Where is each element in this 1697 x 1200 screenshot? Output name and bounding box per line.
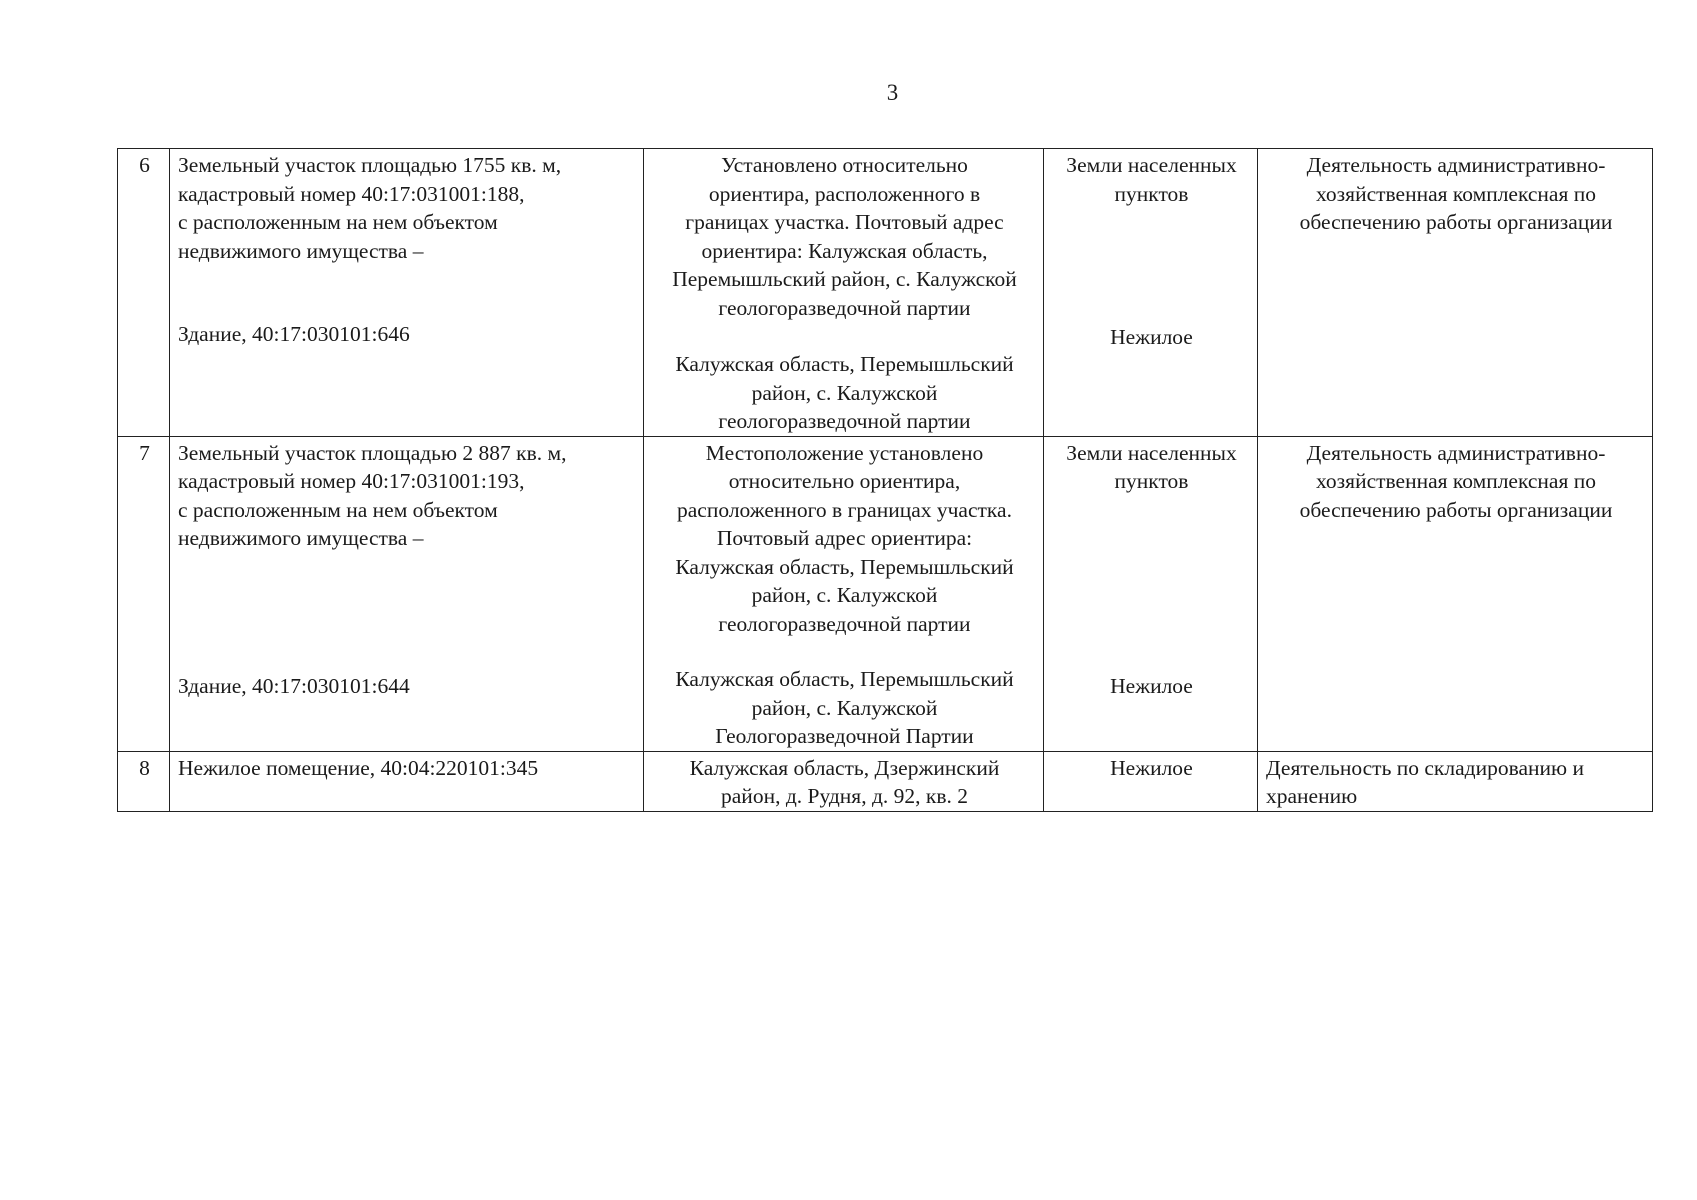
building-category: Нежилое [1110,325,1193,349]
category-line: пунктов [1114,469,1189,493]
address-cell [644,149,1044,437]
category-cell [1044,436,1258,751]
object-line: недвижимого имущества – [178,238,424,263]
category-line: Земли населенных [1066,153,1237,177]
object-line: с расположенным на нем объектом [178,497,498,522]
table-row-7 [118,436,1653,751]
building-object: Здание, 40:17:030101:644 [178,673,410,698]
object-line: с расположенным на нем объектом [178,210,498,234]
address-line: расположенного в границах участка. [677,497,1012,522]
property-table [117,148,1653,812]
page-number: 3 [886,80,899,105]
use-line: Деятельность административно- [1306,440,1606,465]
use-line: Деятельность административно- [1306,153,1606,177]
address-line: геологоразведочной партии [718,295,971,320]
address-line: район, д. Рудня, д. 92, кв. 2 [721,784,968,808]
object-cell [170,436,644,751]
address-line: район, с. Калужской [751,583,938,607]
object-cell [170,149,644,437]
building-address-line: район, с. Калужской [751,695,938,720]
address-cell [644,751,1044,811]
category-cell [1044,751,1258,811]
use-cell [1258,149,1653,437]
use-cell [1258,436,1653,751]
row-number: 7 [118,436,170,751]
use-line: обеспечению работы организации [1299,497,1613,522]
category-line: пунктов [1114,181,1189,206]
address-line: Калужская область, Дзержинский [689,755,1000,780]
address-line: относительно ориентира, [728,469,961,493]
address-line: Калужская область, Перемышльский [675,554,1014,579]
object-line: Нежилое помещение, 40:04:220101:345 [178,755,539,780]
address-line: ориентира: Калужская область, [701,238,988,263]
building-address-line: геологоразведочной партии [718,409,971,433]
object-line: недвижимого имущества – [178,526,424,550]
address-line: границах участка. Почтовый адрес [685,210,1004,234]
address-line: Установлено относительно [721,153,968,177]
use-line: хозяйственная комплексная по [1316,181,1596,206]
building-address-line: район, с. Калужской [751,380,938,405]
building-address-line: Калужская область, Перемышльский [675,352,1014,376]
building-object: Здание, 40:17:030101:646 [178,322,410,346]
category-line: Нежилое [1110,755,1193,780]
category-line: Земли населенных [1066,440,1237,465]
use-cell [1258,751,1653,811]
address-cell [644,436,1044,751]
use-line: обеспечению работы организации [1299,210,1613,234]
row-number: 8 [118,751,170,811]
building-address-line: Калужская область, Перемышльский [675,667,1014,691]
table-row-8 [118,751,1653,811]
object-line: кадастровый номер 40:17:031001:193, [178,469,525,493]
use-line: хранению [1266,784,1358,808]
address-line: Перемышльский район, с. Калужской [672,267,1017,291]
building-address-line: Геологоразведочной Партии [715,724,974,748]
object-line: Земельный участок площадью 1755 кв. м, [178,153,562,177]
use-line: хозяйственная комплексная по [1316,469,1596,493]
row-number: 6 [118,149,170,437]
table-row-6 [118,149,1653,437]
category-cell [1044,149,1258,437]
address-line: ориентира, расположенного в [708,181,981,206]
object-cell [170,751,644,811]
object-line: Земельный участок площадью 2 887 кв. м, [178,440,567,465]
use-line: Деятельность по складированию и [1266,755,1584,780]
building-category: Нежилое [1110,673,1193,698]
address-line: Местоположение установлено [705,440,984,465]
address-line: геологоразведочной партии [718,611,971,636]
address-line: Почтовый адрес ориентира: [716,526,973,550]
object-line: кадастровый номер 40:17:031001:188, [178,181,525,206]
